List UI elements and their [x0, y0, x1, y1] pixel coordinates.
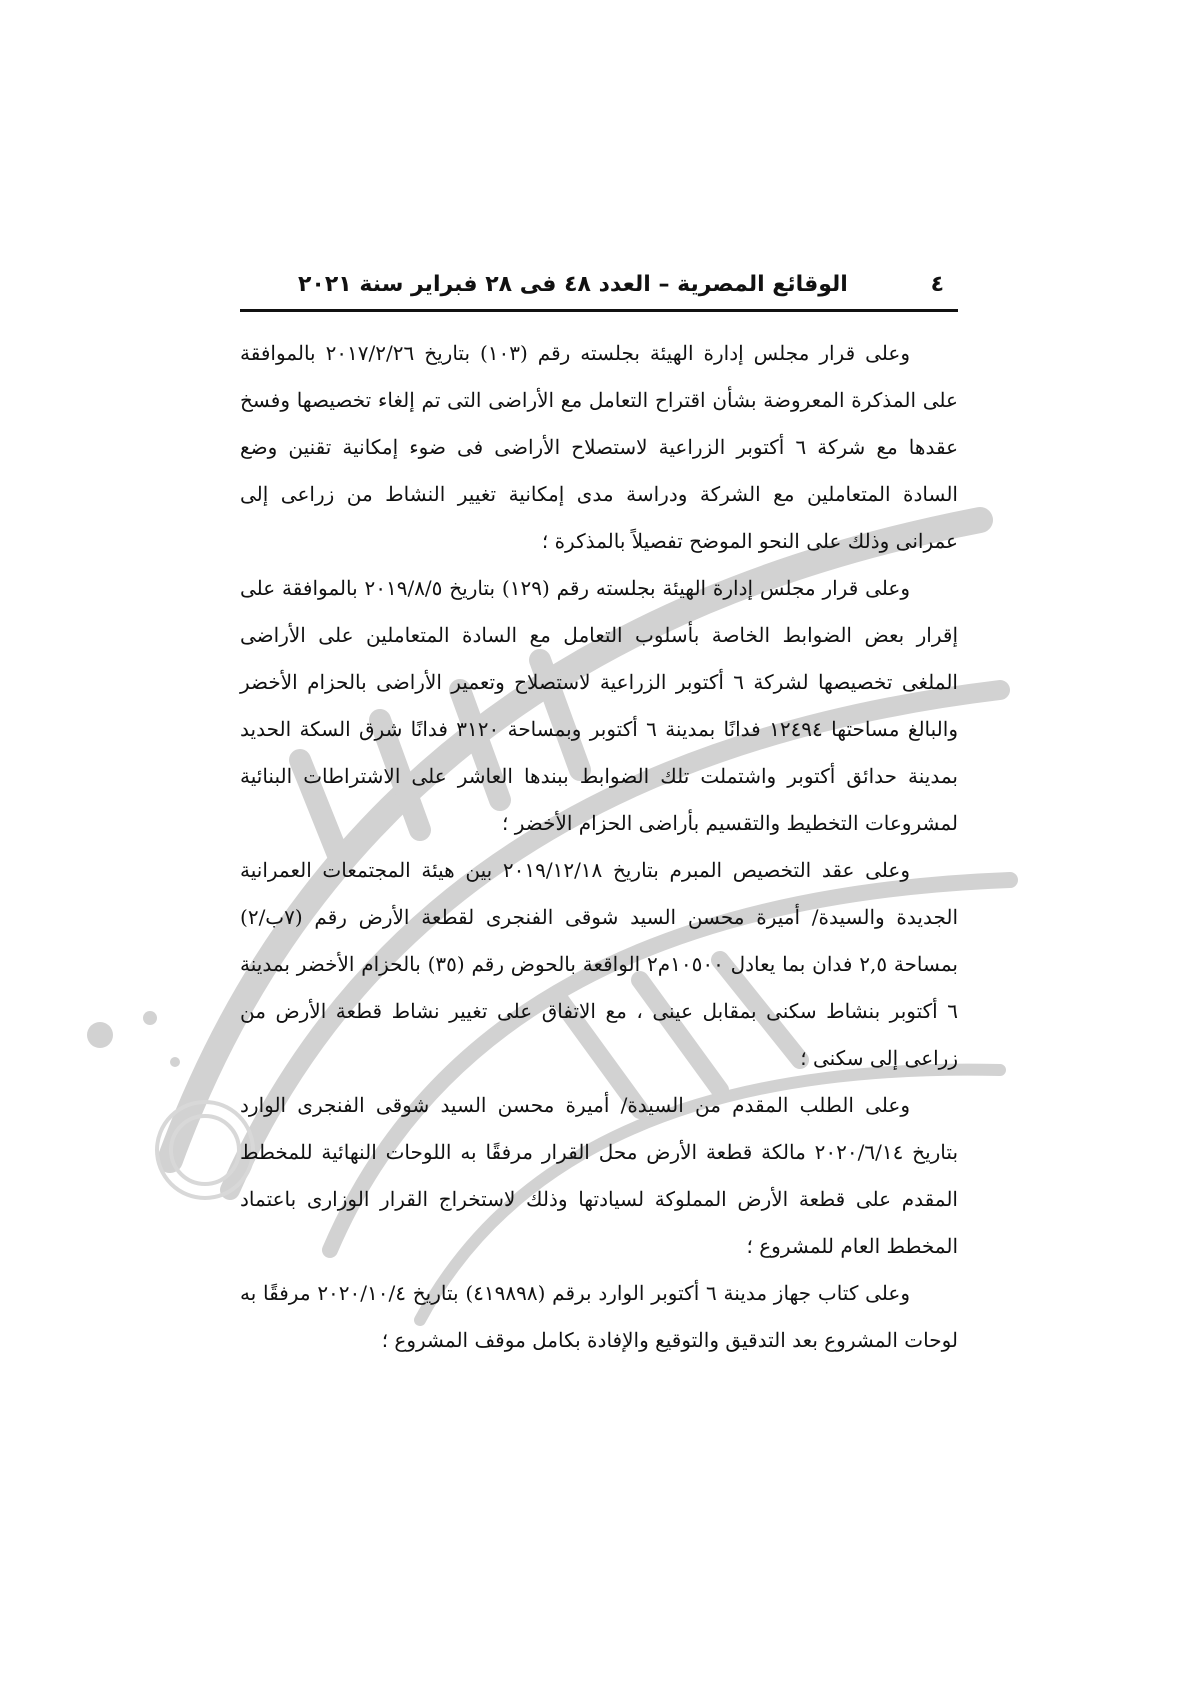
paragraph [240, 1270, 958, 1364]
paragraph [240, 565, 958, 847]
paragraph [240, 1082, 958, 1270]
page-number: ٤ [930, 272, 944, 297]
paragraph-text: وعلى قرار مجلس إدارة الهيئة بجلسته رقم (١٢٩) بتاريخ ٢٠١٩/٨/٥ بالموافقة على إقرار بعض الضوابط الخاصة بأسلوب التعامل مع السادة المتعاملين على الأراضى الملغى تخصيصها لشركة ٦ أكتوبر الزراعية لاستصلاح وتعمير الأراضى بالحزام الأخضر والبالغ مساحتها ١٢٤٩٤ فدانًا بمدينة ٦ أكتوبر وبمساحة ٣١٢٠ فدانًا شرق السكة الحديد بمدينة حدائق أكتوبر واشتملت تلك الضوابط ببندها العاشر على الاشتراطات البنائية لمشروعات التخطيط والتقسيم بأراضى الحزام الأخضر ؛ [240, 576, 958, 835]
paragraph [240, 330, 958, 565]
document-body [240, 330, 958, 1364]
gazette-page [240, 272, 958, 1364]
paragraph-text: وعلى قرار مجلس إدارة الهيئة بجلسته رقم (١٠٣) بتاريخ ٢٠١٧/٢/٢٦ بالموافقة على المذكرة المعروضة بشأن اقتراح التعامل مع الأراضى التى تم إلغاء تخصيصها وفسخ عقدها مع شركة ٦ أكتوبر الزراعية لاستصلاح الأراضى فى ضوء إمكانية تقنين وضع السادة المتعاملين مع الشركة ودراسة مدى إمكانية تغيير النشاط من زراعى إلى عمرانى وذلك على النحو الموضح تفصيلاً بالمذكرة ؛ [240, 341, 958, 553]
paragraph-text: وعلى الطلب المقدم من السيدة/ أميرة محسن السيد شوقى الفنجرى الوارد بتاريخ ٢٠٢٠/٦/١٤ مالكة قطعة الأرض محل القرار مرفقًا به اللوحات النهائية للمخطط المقدم على قطعة الأرض المملوكة لسيادتها وذلك لاستخراج القرار الوزارى باعتماد المخطط العام للمشروع ؛ [240, 1093, 959, 1258]
page-header [240, 272, 958, 312]
paragraph [240, 847, 958, 1082]
paragraph-text: وعلى كتاب جهاز مدينة ٦ أكتوبر الوارد برقم (٤١٩٨٩٨) بتاريخ ٢٠٢٠/١٠/٤ مرفقًا به لوحات المشروع بعد التدقيق والتوقيع والإفادة بكامل موقف المشروع ؛ [240, 1281, 958, 1352]
header-title: الوقائع المصرية – العدد ٤٨ فى ٢٨ فبراير سنة ٢٠٢١ [298, 272, 848, 297]
paragraph-text: وعلى عقد التخصيص المبرم بتاريخ ٢٠١٩/١٢/١٨ بين هيئة المجتمعات العمرانية الجديدة والسيدة/ أميرة محسن السيد شوقى الفنجرى لقطعة الأرض رقم (٧ب/٢) بمساحة ٢,٥ فدان بما يعادل ١٠٥٠٠م٢ الواقعة بالحوض رقم (٣٥) بالحزام الأخضر بمدينة ٦ أكتوبر بنشاط سكنى بمقابل عينى ، مع الاتفاق على تغيير نشاط قطعة الأرض من زراعى إلى سكنى ؛ [240, 858, 958, 1070]
